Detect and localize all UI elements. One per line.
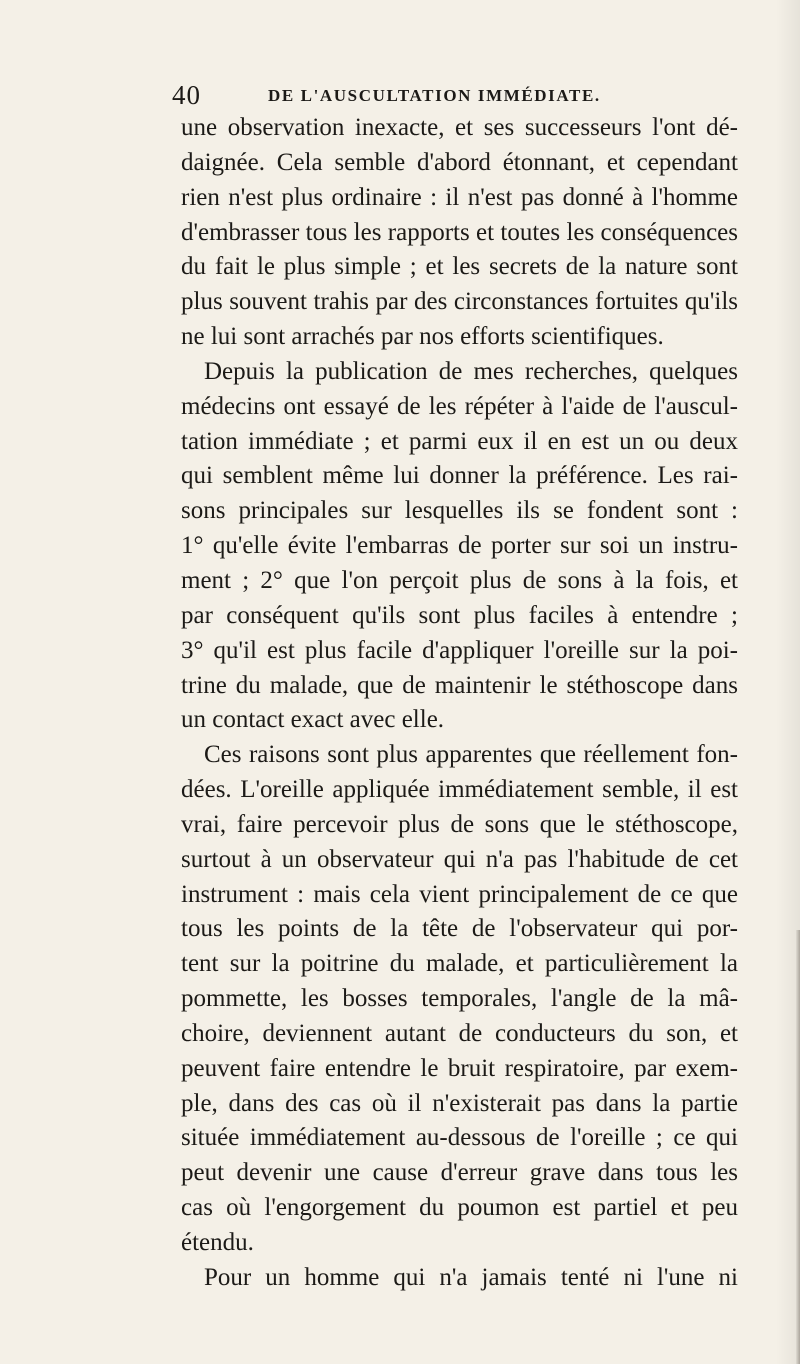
text-line: tation immédiate ; et parmi eux il en est un ou deux	[181, 427, 738, 455]
text-line: d'embrasser tous les rapports et toutes les conséquences	[181, 218, 738, 246]
page-number: 40	[172, 80, 201, 110]
text-line: Pour un homme qui n'a jamais tenté ni l'une ni	[204, 1263, 738, 1291]
text-line: médecins ont essayé de les répéter à l'aide de l'auscul-	[181, 392, 738, 420]
text-line: par conséquent qu'ils sont plus faciles à entendre ;	[181, 601, 738, 629]
text-line: ment ; 2° que l'on perçoit plus de sons à la fois, et	[181, 566, 738, 594]
running-title: DE L'AUSCULTATION IMMÉDIATE.	[268, 86, 601, 105]
text-line: 1° qu'elle évite l'embarras de porter sur soi un instru-	[181, 532, 738, 560]
text-line: vrai, faire percevoir plus de sons que le stéthoscope,	[181, 810, 738, 838]
text-line: étendu.	[181, 1229, 254, 1256]
text-line: plus souvent trahis par des circonstances fortuites qu'ils	[181, 288, 738, 316]
text-line: une observation inexacte, et ses successeurs l'ont dé-	[181, 114, 738, 141]
text-line: tent sur la poitrine du malade, et particulièrement la	[181, 950, 738, 978]
text-line: tous les points de la tête de l'observateur qui por-	[181, 915, 738, 943]
text-line: pommette, les bosses temporales, l'angle de la mâ-	[181, 985, 738, 1013]
text-line: daignée. Cela semble d'abord étonnant, et cependant	[181, 148, 738, 176]
text-line: peut devenir une cause d'erreur grave dans tous les	[181, 1159, 738, 1187]
text-line: dées. L'oreille appliquée immédiatement semble, il est	[181, 776, 738, 804]
page-edge-shadow	[796, 930, 800, 1364]
text-line: ne lui sont arrachés par nos efforts scientifiques.	[181, 323, 664, 351]
text-line: trine du malade, que de maintenir le stéthoscope dans	[181, 671, 738, 699]
text-line: Ces raisons sont plus apparentes que réellement fon-	[204, 741, 738, 769]
text-line: peuvent faire entendre le bruit respiratoire, par exem-	[181, 1054, 738, 1082]
text-line: ple, dans des cas où il n'existerait pas dans la partie	[181, 1089, 738, 1117]
text-line: du fait le plus simple ; et les secrets de la nature sont	[181, 253, 738, 281]
text-line: qui semblent même lui donner la préférence. Les rai-	[181, 462, 738, 490]
text-line: cas où l'engorgement du poumon est partiel et peu	[181, 1194, 738, 1222]
page-header	[172, 80, 772, 110]
text-line: rien n'est plus ordinaire : il n'est pas donné à l'homme	[181, 183, 738, 211]
text-line: un contact exact avec elle.	[181, 706, 445, 734]
text-line: sons principales sur lesquelles ils se fondent sont :	[181, 497, 738, 525]
text-line: Depuis la publication de mes recherches, quelques	[204, 357, 738, 385]
body-text	[181, 111, 738, 1296]
text-line: située immédiatement au-dessous de l'oreille ; ce qui	[181, 1124, 738, 1152]
text-line: choire, deviennent autant de conducteurs du son, et	[181, 1019, 738, 1047]
text-line: 3° qu'il est plus facile d'appliquer l'oreille sur la poi-	[181, 636, 738, 664]
text-line: instrument : mais cela vient principalement de ce que	[181, 880, 738, 908]
text-line: surtout à un observateur qui n'a pas l'habitude de cet	[181, 845, 738, 873]
